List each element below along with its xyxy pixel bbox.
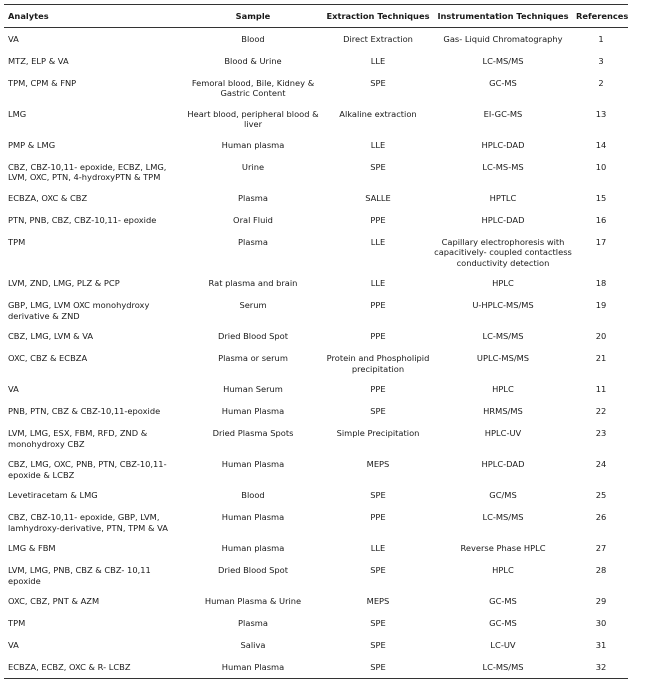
cell-analytes: LVM, LMG, ESX, FBM, RFD, ZND & monohydroxy CBZ bbox=[8, 428, 148, 449]
cell-sample: Urine bbox=[241, 161, 265, 172]
cell-instrumentation: Gas- Liquid Chromatography bbox=[443, 33, 563, 44]
cell-instrumentation: Reverse Phase HPLC bbox=[460, 543, 546, 553]
cell-sample: Femoral blood, Bile, Kidney & Gastric Content bbox=[191, 77, 315, 98]
cell-analytes: LVM, LMG, PNB, CBZ & CBZ- 10,11 epoxide bbox=[8, 565, 151, 586]
cell-instrumentation: EI-GC-MS bbox=[483, 108, 523, 119]
cell-analytes: ECBZA, OXC & CBZ bbox=[8, 192, 88, 203]
cell-instrumentation: Capillary electrophoresis with capacitively- coupled contactless conductivity detection bbox=[434, 236, 572, 268]
cell-sample: Heart blood, peripheral blood & liver bbox=[187, 108, 319, 129]
cell-analytes: PTN, PNB, CBZ, CBZ-10,11- epoxide bbox=[8, 214, 157, 225]
table-body bbox=[4, 27, 628, 679]
analytes-table-container bbox=[4, 4, 628, 679]
cell-analytes: CBZ, LMG, OXC, PNB, PTN, CBZ-10,11-epoxide & LCBZ bbox=[8, 459, 167, 480]
cell-reference: 26 bbox=[595, 512, 607, 522]
cell-reference: 24 bbox=[595, 459, 607, 469]
cell-reference: 11 bbox=[595, 384, 607, 394]
cell-extraction: PPE bbox=[370, 214, 386, 225]
header-instrumentation-techniques: Instrumentation Techniques bbox=[432, 5, 574, 28]
cell-extraction: Protein and Phospholipid precipitation bbox=[326, 353, 430, 374]
cell-reference: 18 bbox=[595, 278, 607, 288]
cell-reference: 23 bbox=[595, 428, 607, 438]
cell-extraction: Direct Extraction bbox=[343, 33, 413, 44]
header-sample: Sample bbox=[182, 5, 324, 28]
cell-reference: 16 bbox=[595, 214, 607, 225]
header-extraction-techniques: Extraction Techniques bbox=[324, 5, 432, 28]
cell-extraction: MEPS bbox=[366, 596, 390, 606]
cell-extraction: Simple Precipitation bbox=[336, 428, 420, 438]
cell-instrumentation: HRMS/MS bbox=[483, 406, 523, 416]
cell-analytes: PMP & LMG bbox=[8, 139, 56, 150]
cell-reference: 15 bbox=[595, 192, 607, 203]
cell-sample: Blood bbox=[241, 33, 265, 44]
table-row bbox=[4, 612, 628, 634]
cell-instrumentation: HPLC-DAD bbox=[481, 214, 525, 225]
cell-analytes: VA bbox=[8, 33, 19, 44]
table-row bbox=[4, 134, 628, 156]
cell-analytes: CBZ, CBZ-10,11- epoxide, ECBZ, LMG, LVM, OXC, PTN, 4-hydroxyPTN & TPM bbox=[8, 161, 167, 182]
table-row bbox=[4, 325, 628, 347]
cell-sample: Human Plasma bbox=[221, 406, 285, 416]
cell-reference: 32 bbox=[574, 656, 628, 679]
cell-extraction: LLE bbox=[370, 139, 386, 150]
cell-extraction: MEPS bbox=[366, 459, 390, 469]
table-row bbox=[4, 103, 628, 134]
cell-extraction: PPE bbox=[370, 300, 386, 310]
cell-analytes: MTZ, ELP & VA bbox=[8, 55, 69, 66]
cell-instrumentation: LC-UV bbox=[490, 640, 516, 650]
analytes-table bbox=[4, 4, 628, 679]
table-row bbox=[4, 422, 628, 453]
cell-sample: Plasma bbox=[238, 236, 268, 247]
table-row bbox=[4, 294, 628, 325]
cell-instrumentation: GC-MS bbox=[489, 618, 517, 628]
cell-sample: Human Plasma bbox=[182, 656, 324, 679]
cell-extraction: SPE bbox=[370, 565, 386, 575]
table-row bbox=[4, 590, 628, 612]
cell-sample: Dried Blood Spot bbox=[217, 565, 289, 575]
cell-extraction: SPE bbox=[370, 161, 386, 172]
header-references: References bbox=[574, 5, 628, 28]
table-row bbox=[4, 347, 628, 378]
cell-analytes: CBZ, LMG, LVM & VA bbox=[8, 331, 94, 341]
cell-instrumentation: U-HPLC-MS/MS bbox=[472, 300, 534, 310]
cell-analytes: TPM bbox=[8, 236, 26, 247]
cell-reference: 20 bbox=[595, 331, 607, 341]
cell-analytes: Levetiracetam & LMG bbox=[8, 490, 98, 500]
cell-reference: 2 bbox=[598, 77, 604, 88]
cell-analytes: TPM, CPM & FNP bbox=[8, 77, 77, 88]
cell-instrumentation: HPLC-DAD bbox=[481, 459, 525, 469]
table-row bbox=[4, 27, 628, 50]
cell-reference: 1 bbox=[598, 33, 604, 44]
cell-analytes: LMG bbox=[8, 108, 27, 119]
cell-extraction: SPE bbox=[324, 656, 432, 679]
table-row bbox=[4, 656, 628, 679]
cell-analytes: ECBZA, ECBZ, OXC & R- LCBZ bbox=[4, 656, 182, 679]
cell-reference: 25 bbox=[595, 490, 607, 500]
cell-analytes: VA bbox=[8, 640, 19, 650]
table-row bbox=[4, 187, 628, 209]
cell-analytes: TPM bbox=[8, 618, 26, 628]
cell-instrumentation: LC-MS/MS bbox=[482, 331, 524, 341]
table-row bbox=[4, 231, 628, 273]
cell-analytes: LMG & FBM bbox=[8, 543, 56, 553]
table-row bbox=[4, 72, 628, 103]
cell-reference: 3 bbox=[598, 55, 604, 66]
cell-sample: Plasma bbox=[238, 192, 268, 203]
cell-sample: Rat plasma and brain bbox=[208, 278, 298, 288]
cell-extraction: LLE bbox=[370, 543, 386, 553]
cell-analytes: GBP, LMG, LVM OXC monohydroxy derivative & ZND bbox=[8, 300, 150, 321]
cell-sample: Human plasma bbox=[221, 543, 285, 553]
cell-instrumentation: HPLC-UV bbox=[484, 428, 522, 438]
cell-reference: 17 bbox=[595, 236, 607, 247]
cell-reference: 13 bbox=[595, 108, 607, 119]
cell-reference: 10 bbox=[595, 161, 607, 172]
cell-analytes: OXC, CBZ & ECBZA bbox=[8, 353, 88, 363]
cell-extraction: SPE bbox=[370, 490, 386, 500]
cell-extraction: Alkaline extraction bbox=[339, 108, 417, 119]
cell-sample: Plasma bbox=[238, 618, 268, 628]
cell-extraction: SPE bbox=[370, 618, 386, 628]
cell-extraction: LLE bbox=[370, 278, 386, 288]
table-row bbox=[4, 378, 628, 400]
table-row bbox=[4, 272, 628, 294]
table-row bbox=[4, 209, 628, 231]
table-row bbox=[4, 484, 628, 506]
cell-instrumentation: HPTLC bbox=[489, 192, 517, 203]
cell-instrumentation: UPLC-MS/MS bbox=[476, 353, 530, 363]
cell-reference: 30 bbox=[595, 618, 607, 628]
cell-instrumentation: LC-MS/MS bbox=[482, 512, 524, 522]
cell-analytes: LVM, ZND, LMG, PLZ & PCP bbox=[8, 278, 120, 288]
table-header-row bbox=[4, 5, 628, 28]
cell-instrumentation: LC-MS/MS bbox=[482, 55, 524, 66]
cell-extraction: SPE bbox=[370, 77, 386, 88]
cell-instrumentation: GC-MS bbox=[489, 596, 517, 606]
cell-reference: 28 bbox=[595, 565, 607, 575]
cell-analytes: CBZ, CBZ-10,11- epoxide, GBP, LVM, lamhydroxy-derivative, PTN, TPM & VA bbox=[8, 512, 168, 533]
table-row bbox=[4, 559, 628, 590]
cell-sample: Human Serum bbox=[223, 384, 283, 394]
cell-sample: Human Plasma & Urine bbox=[204, 596, 302, 606]
cell-sample: Human Plasma bbox=[221, 512, 285, 522]
table-row bbox=[4, 537, 628, 559]
cell-analytes: PNB, PTN, CBZ & CBZ-10,11-epoxide bbox=[8, 406, 161, 416]
cell-instrumentation: GC-MS bbox=[489, 77, 517, 88]
table-row bbox=[4, 453, 628, 484]
cell-extraction: SPE bbox=[370, 406, 386, 416]
cell-reference: 19 bbox=[595, 300, 607, 310]
cell-analytes: VA bbox=[8, 384, 19, 394]
cell-instrumentation: HPLC-DAD bbox=[481, 139, 525, 150]
cell-extraction: SALLE bbox=[365, 192, 391, 203]
cell-extraction: LLE bbox=[370, 236, 386, 247]
table-row bbox=[4, 400, 628, 422]
cell-sample: Serum bbox=[239, 300, 267, 310]
cell-instrumentation: LC-MS-MS bbox=[482, 161, 524, 172]
cell-sample: Oral Fluid bbox=[233, 214, 273, 225]
cell-extraction: PPE bbox=[370, 512, 386, 522]
cell-extraction: PPE bbox=[370, 384, 386, 394]
cell-sample: Dried Blood Spot bbox=[217, 331, 289, 341]
cell-reference: 27 bbox=[595, 543, 607, 553]
cell-analytes: OXC, CBZ, PNT & AZM bbox=[8, 596, 100, 606]
header-analytes: Analytes bbox=[4, 5, 182, 28]
cell-sample: Dried Plasma Spots bbox=[212, 428, 294, 438]
cell-sample: Blood & Urine bbox=[224, 55, 282, 66]
cell-instrumentation: LC-MS/MS bbox=[432, 656, 574, 679]
table-row bbox=[4, 634, 628, 656]
cell-extraction: PPE bbox=[370, 331, 386, 341]
cell-instrumentation: HPLC bbox=[492, 384, 514, 394]
cell-reference: 29 bbox=[595, 596, 607, 606]
cell-reference: 31 bbox=[595, 640, 607, 650]
cell-reference: 21 bbox=[595, 353, 607, 363]
cell-sample: Blood bbox=[241, 490, 265, 500]
cell-reference: 14 bbox=[595, 139, 607, 150]
table-row bbox=[4, 156, 628, 187]
cell-instrumentation: GC/MS bbox=[489, 490, 517, 500]
cell-reference: 22 bbox=[595, 406, 607, 416]
cell-instrumentation: HPLC bbox=[492, 278, 514, 288]
cell-sample: Human plasma bbox=[221, 139, 285, 150]
cell-sample: Saliva bbox=[240, 640, 266, 650]
table-row bbox=[4, 50, 628, 72]
cell-instrumentation: HPLC bbox=[492, 565, 514, 575]
cell-sample: Human Plasma bbox=[221, 459, 285, 469]
cell-sample: Plasma or serum bbox=[218, 353, 288, 363]
table-row bbox=[4, 506, 628, 537]
cell-extraction: LLE bbox=[370, 55, 386, 66]
cell-extraction: SPE bbox=[370, 640, 386, 650]
